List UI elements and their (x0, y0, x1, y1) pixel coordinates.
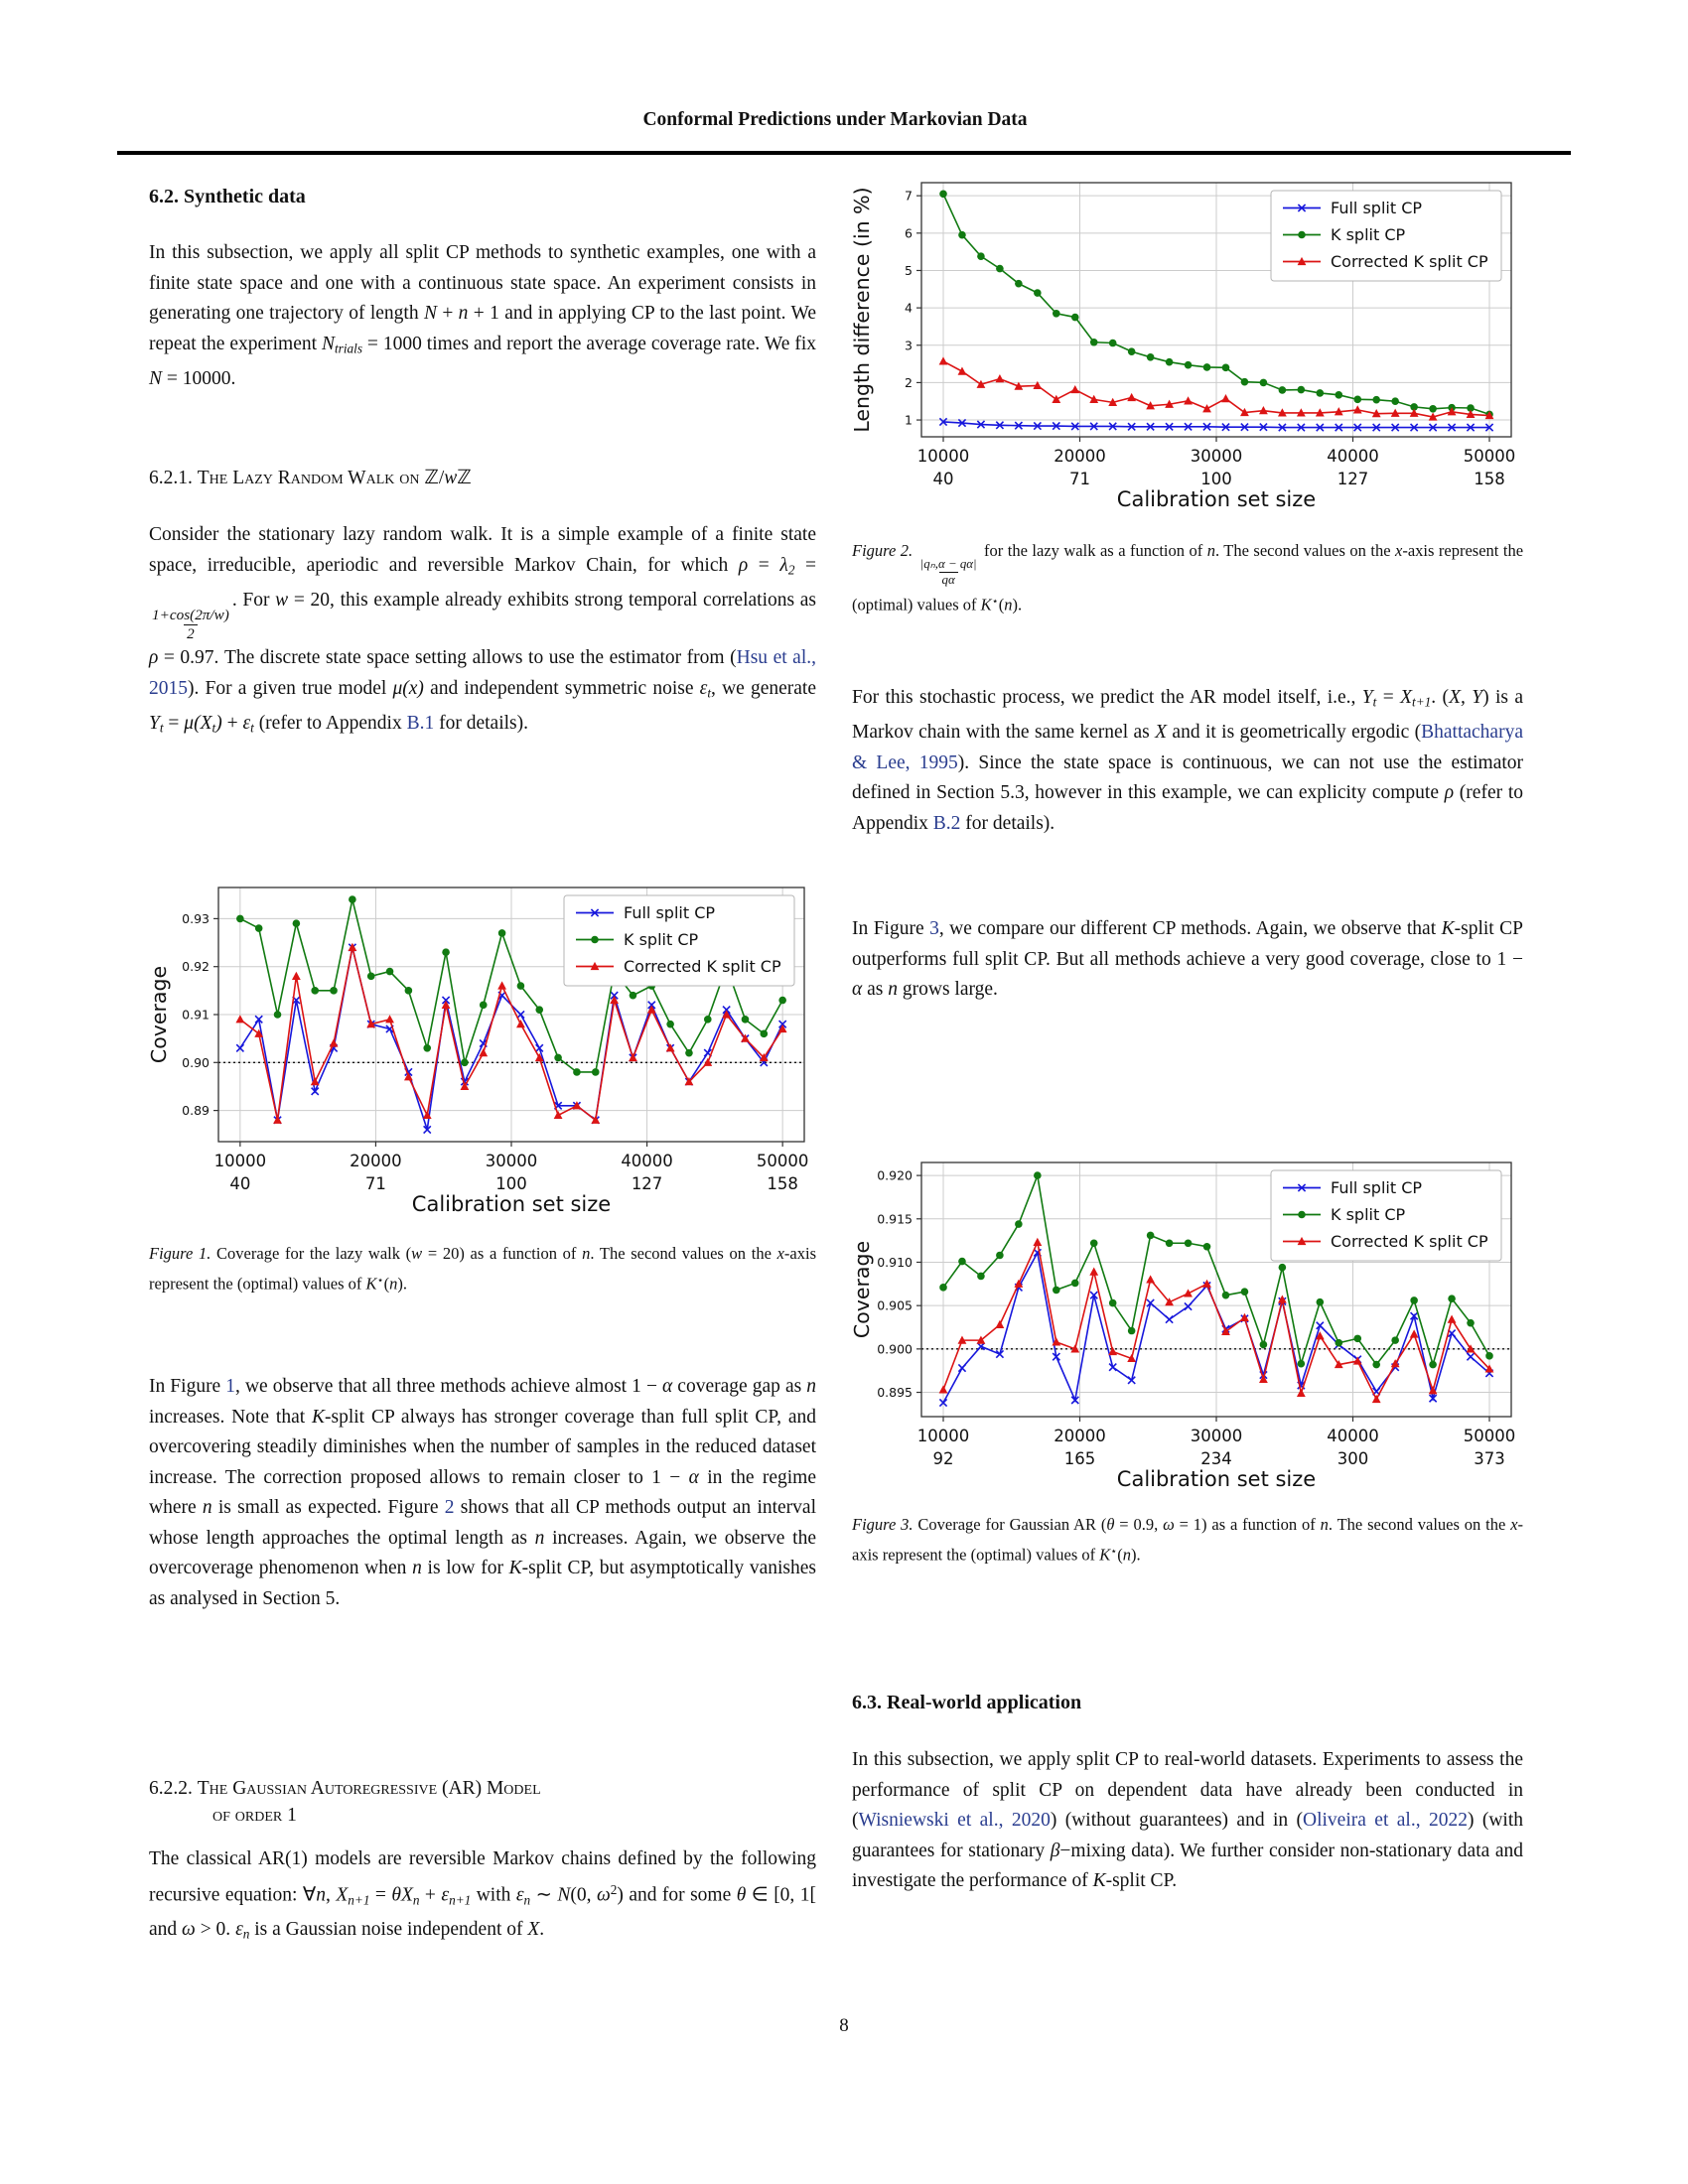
svg-text:158: 158 (1474, 470, 1505, 488)
svg-text:10000: 10000 (916, 1427, 970, 1445)
section-6-2-heading: 6.2. Synthetic data (149, 186, 306, 207)
figure-2-caption: Figure 2. $\frac{\text{|qₙ,α − qα|}}{q\alpha}$ for the lazy walk as a function of n. The second values on the x-axis represent the (optimal) values of K⋆(n). (852, 541, 1524, 614)
svg-text:Corrected K split CP: Corrected K split CP (1331, 252, 1488, 271)
svg-text:20000: 20000 (1054, 447, 1106, 466)
svg-text:165: 165 (1063, 1449, 1096, 1468)
inline-fraction: $\frac{\text{|qₙ,α − qα|}}{q\alpha}$ (919, 557, 977, 588)
svg-text:30000: 30000 (1190, 447, 1243, 466)
svg-text:100: 100 (1200, 470, 1232, 488)
svg-text:127: 127 (1336, 470, 1369, 488)
svg-text:40000: 40000 (1327, 447, 1379, 466)
section-6-2-1-heading: 6.2.1. The Lazy Random Walk on ℤ/wℤ (149, 468, 472, 488)
svg-text:0.900: 0.900 (877, 1341, 913, 1357)
paragraph-figure3-discussion: In Figure 3, we compare our different CP methods. Again, we observe that K-split CP outperforms full split CP. But all methods achieve a very good coverage, close to 1 − α as n grows large. (852, 918, 1524, 1000)
paragraph-ar-prediction: For this stochastic process, we predict the AR model itself, i.e., Yt = Xt+1. (X, Y) is a Markov chain with the same kernel as X and it is geometrically ergodic (Bhattacharya & Lee, 1995). Since the state space is continuous, we can not use the estimator defined in Section 5.3, however in this example, we can explicity compute ρ (refer to Appendix B.2 for details). (852, 687, 1524, 834)
svg-text:92: 92 (932, 1449, 954, 1468)
svg-text:40000: 40000 (1327, 1427, 1379, 1445)
citation-link[interactable]: 1 (225, 1376, 236, 1397)
svg-text:50000: 50000 (1463, 1427, 1516, 1445)
svg-text:7: 7 (905, 188, 913, 204)
svg-text:20000: 20000 (350, 1152, 402, 1170)
svg-text:30000: 30000 (1190, 1427, 1243, 1445)
svg-text:0.905: 0.905 (877, 1297, 913, 1313)
svg-text:Full split CP: Full split CP (624, 903, 716, 922)
svg-text:40: 40 (932, 470, 954, 488)
svg-text:Full split CP: Full split CP (1331, 199, 1423, 217)
citation-link[interactable]: Oliveira et al., 2022 (1303, 1810, 1468, 1831)
svg-text:0.90: 0.90 (182, 1054, 210, 1070)
svg-text:Coverage: Coverage (852, 1240, 874, 1339)
citation-link[interactable]: 2 (444, 1497, 455, 1518)
svg-text:40: 40 (229, 1174, 251, 1193)
inline-fraction: $\frac{1+\cos(2\pi/w)}{2}$ (152, 607, 229, 643)
section-6-2-2-line1: 6.2.2. The Gaussian Autoregressive (AR) Model (149, 1778, 541, 1799)
svg-text:10000: 10000 (916, 447, 970, 466)
svg-text:30000: 30000 (485, 1152, 538, 1170)
paragraph-ar-model: The classical AR(1) models are reversible Markov chains defined by the following recursive equation: ∀n, Xn+1 = θXn + εn+1 with εn ∼ N(0, $\omega^2$) and for some θ ∈ [0, 1[ and ω > 0. εn is a Gaussian noise independent of X. (149, 1848, 816, 1943)
svg-text:0.92: 0.92 (182, 959, 210, 975)
svg-text:373: 373 (1474, 1449, 1505, 1468)
svg-text:20000: 20000 (1054, 1427, 1106, 1445)
section-6-2-2-heading (149, 1775, 816, 1829)
figure-2 (852, 169, 1523, 519)
section-6-2-2-line2: of order 1 (212, 1805, 297, 1826)
citation-link[interactable]: B.1 (406, 712, 435, 734)
header-title: Conformal Predictions under Markovian Data (642, 109, 1028, 130)
figure-3 (852, 1149, 1523, 1499)
figure-1 (149, 874, 816, 1224)
svg-text:Full split CP: Full split CP (1331, 1178, 1423, 1197)
svg-text:K split CP: K split CP (1331, 1205, 1406, 1224)
svg-text:Calibration set size: Calibration set size (411, 1192, 612, 1216)
svg-text:50000: 50000 (756, 1152, 809, 1170)
svg-text:10000: 10000 (213, 1152, 267, 1170)
figure-3-coverage-chart (852, 1149, 1523, 1494)
citation-link[interactable]: Bhattacharya & Lee, 1995 (852, 722, 1523, 773)
svg-text:0.93: 0.93 (182, 910, 210, 926)
svg-text:Coverage: Coverage (149, 965, 171, 1064)
svg-text:234: 234 (1200, 1449, 1232, 1468)
svg-text:127: 127 (631, 1174, 663, 1193)
citation-link[interactable]: B.2 (932, 812, 961, 834)
svg-text:50000: 50000 (1463, 447, 1516, 466)
figure-3-caption: Figure 3. Coverage for Gaussian AR (θ = 0.9, ω = 1) as a function of n. The second values on the x-axis represent the (optimal) values of K⋆(n). (852, 1515, 1524, 1565)
section-6-3-heading: 6.3. Real-world application (852, 1692, 1082, 1713)
figure-1-coverage-chart (149, 874, 816, 1219)
page-number: 8 (839, 2015, 849, 2036)
paragraph-synthetic-intro: In this subsection, we apply all split CP methods to synthetic examples, one with a finite state space and one with a continuous state space. An experiment consists in generating one trajectory of length N + n + 1 and in applying CP to the last point. We repeat the experiment Ntrials = 1000 times and report the average coverage rate. We fix N = 10000. (149, 242, 816, 389)
svg-text:71: 71 (364, 1174, 386, 1193)
svg-text:0.920: 0.920 (877, 1167, 913, 1183)
svg-text:2: 2 (905, 374, 913, 390)
svg-text:158: 158 (767, 1174, 798, 1193)
svg-text:71: 71 (1069, 470, 1090, 488)
paragraph-real-world: In this subsection, we apply split CP to real-world datasets. Experiments to assess the performance of split CP on dependent data have already been conducted in (Wisniewski et al., 2020) (without guarantees) and in (Oliveira et al., 2022) (with guarantees for stationary β−mixing data). We further consider non-stationary data and investigate the performance of K-split CP. (852, 1749, 1523, 1891)
figure-2-length-difference-chart (852, 169, 1523, 514)
header-rule (117, 151, 1571, 155)
svg-text:40000: 40000 (621, 1152, 673, 1170)
svg-text:0.915: 0.915 (877, 1211, 913, 1227)
svg-text:300: 300 (1336, 1449, 1369, 1468)
svg-text:Length difference (in %): Length difference (in %) (852, 187, 874, 433)
citation-link[interactable]: 3 (929, 918, 939, 939)
svg-text:K split CP: K split CP (624, 930, 699, 949)
svg-text:0.895: 0.895 (877, 1385, 913, 1401)
svg-text:Corrected K split CP: Corrected K split CP (1331, 1232, 1488, 1251)
figure-1-caption: Figure 1. Coverage for the lazy walk (w = 20) as a function of n. The second values on the x-axis represent the (optimal) values of K⋆(n). (149, 1244, 816, 1294)
svg-text:Corrected K split CP: Corrected K split CP (624, 957, 781, 976)
svg-text:Calibration set size: Calibration set size (1116, 487, 1317, 511)
paragraph-figure1-discussion: In Figure 1, we observe that all three methods achieve almost 1 − α coverage gap as n increases. Note that K-split CP always has stronger coverage than full split CP, and overcovering steadily diminishes when the number of samples in the reduced dataset increase. The correction proposed allows to remain closer to 1 − α in the regime where n is small as expected. Figure 2 shows that all CP methods output an interval whose length approaches the optimal length as n increases. Again, we observe the overcoverage phenomenon when n is low for K-split CP, but asymptotically vanishes as analysed in Section 5. (149, 1376, 816, 1609)
svg-text:0.91: 0.91 (182, 1007, 210, 1023)
svg-text:6: 6 (905, 225, 913, 241)
svg-text:0.89: 0.89 (182, 1103, 210, 1119)
citation-link[interactable]: Wisniewski et al., 2020 (858, 1810, 1051, 1831)
svg-text:5: 5 (905, 262, 913, 278)
svg-text:1: 1 (905, 412, 913, 428)
paragraph-lazy-walk: Consider the stationary lazy random walk. It is a simple example of a finite state space, irreducible, aperiodic and reversible Markov Chain, for which ρ = λ2 = $\frac{1+\cos(2\pi/w)}{2}$ . For w = 20, this example already exhibits strong temporal correlations as ρ = 0.97. The discrete state space setting allows to use the estimator from (Hsu et al., 2015). For a given true model μ(x) and independent symmetric noise εt, we generate Yt = μ(Xt) + εt (refer to Appendix B.1 for details). (149, 524, 817, 736)
svg-text:K split CP: K split CP (1331, 225, 1406, 244)
svg-text:0.910: 0.910 (877, 1254, 913, 1270)
svg-text:100: 100 (495, 1174, 527, 1193)
citation-link[interactable]: Hsu et al., 2015 (149, 647, 816, 699)
svg-text:3: 3 (905, 338, 913, 353)
svg-text:Calibration set size: Calibration set size (1116, 1467, 1317, 1491)
svg-text:4: 4 (905, 300, 913, 316)
